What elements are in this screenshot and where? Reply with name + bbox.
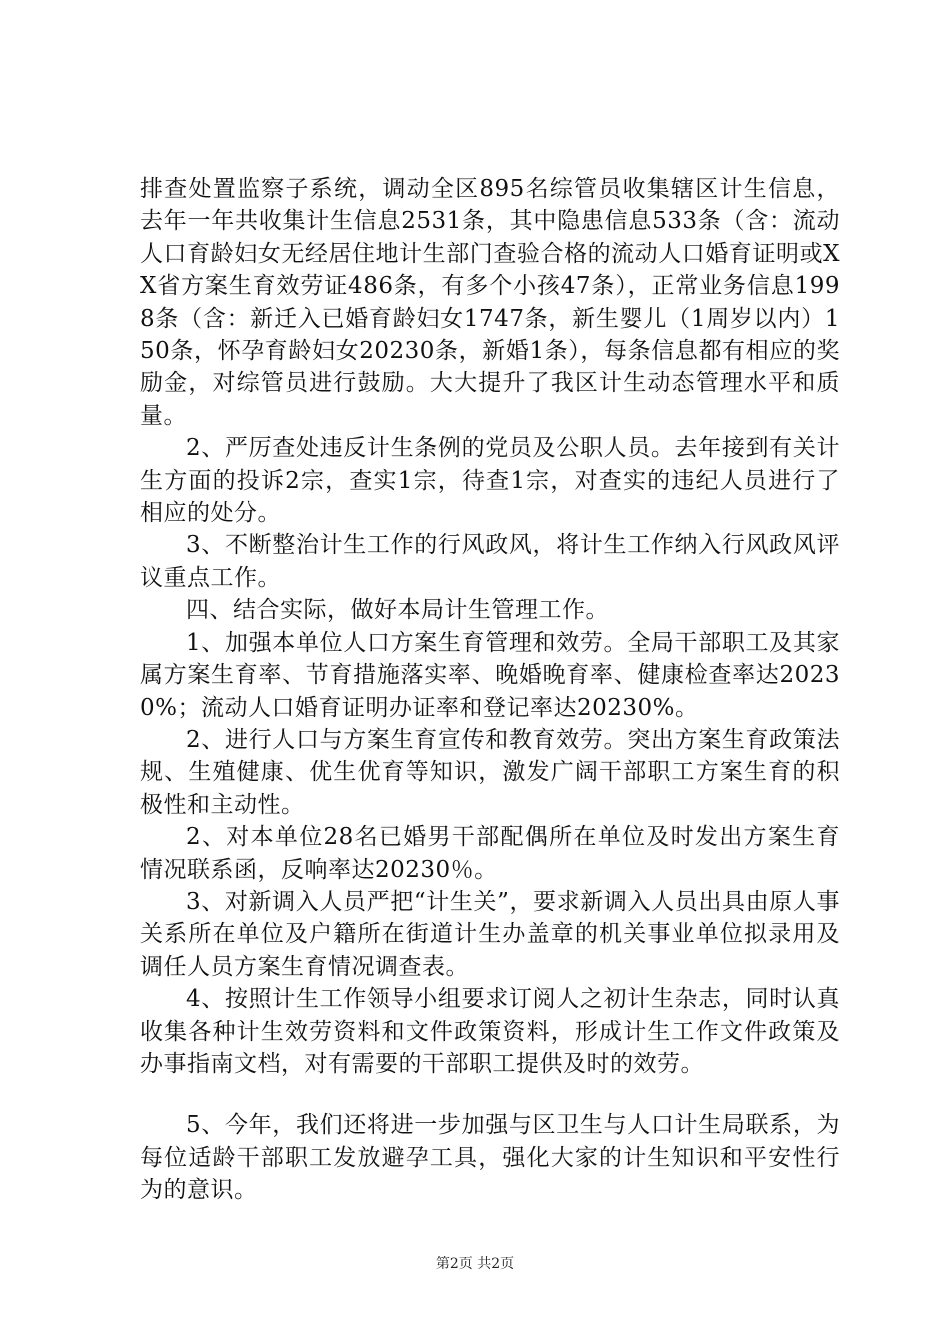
paragraph-item-2-publicity: 2、进行人口与方案生育宣传和教育效劳。突出方案生育政策法规、生殖健康、优生优育等知识，激发广阔干部职工方案生育的积极性和主动性。	[140, 726, 840, 818]
paragraph-item-2-violations: 2、严厉查处违反计生条例的党员及公职人员。去年接到有关计生方面的投诉2宗，查实1宗，待查1宗，对查实的违纪人员进行了相应的处分。	[140, 435, 840, 527]
section-heading-4: 四、结合实际，做好本局计生管理工作。	[186, 597, 609, 624]
document-body	[140, 173, 840, 1207]
paragraph-item-5-plans: 5、今年，我们还将进一步加强与区卫生与人口计生局联系，为每位适龄干部职工发放避孕工具，强化大家的计生知识和平安性行为的意识。	[140, 1112, 840, 1204]
paragraph-item-4-materials: 4、按照计生工作领导小组要求订阅人之初计生杂志，同时认真收集各种计生效劳资料和文件政策资料，形成计生工作文件政策及办事指南文档，对有需要的干部职工提供及时的效劳。	[140, 986, 840, 1077]
paragraph-item-2-contact-letters: 2、对本单位28名已婚男干部配偶所在单位及时发出方案生育情况联系函，反响率达20230％。	[140, 824, 840, 883]
paragraph-item-3-new-staff: 3、对新调入人员严把“计生关”，要求新调入人员出具由原人事关系所在单位及户籍所在街道计生办盖章的机关事业单位拟录用及调任人员方案生育情况调查表。	[140, 888, 840, 980]
paragraph-info-collection: 排查处置监察子系统，调动全区895名综管员收集辖区计生信息，去年一年共收集计生信息2531条，其中隐患信息533条（含：流动人口育龄妇女无经居住地计生部门查验合格的流动人口婚育证明或XX省方案生育效劳证486条，有多个小孩47条），正常业务信息1998条（含：新迁入已婚育龄妇女1747条，新生婴儿（1周岁以内）150条，怀孕育龄妇女20230条，新婚1条），每条信息都有相应的奖励金，对综管员进行鼓励。大大提升了我区计生动态管理水平和质量。	[140, 176, 840, 429]
paragraph-item-1-management: 1、加强本单位人口方案生育管理和效劳。全局干部职工及其家属方案生育率、节育措施落实率、晚婚晚育率、健康检查率达20230%；流动人口婚育证明办证率和登记率达20230%。	[140, 629, 840, 721]
page-footer: 第2页 共2页	[435, 1256, 515, 1272]
paragraph-item-3-conduct: 3、不断整治计生工作的行风政风，将计生工作纳入行风政风评议重点工作。	[140, 532, 840, 591]
